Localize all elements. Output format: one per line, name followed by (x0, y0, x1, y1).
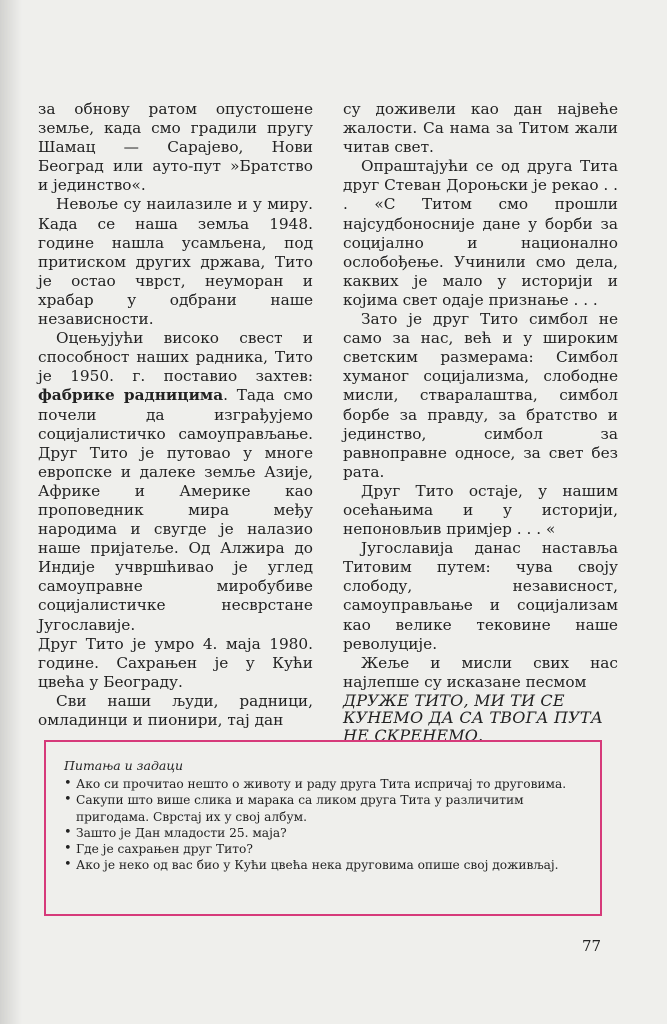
page-number: 77 (582, 937, 602, 955)
paragraph-text: Оцењујући високо свест и способност наших радника, Тито је 1950. г. поставио захтев: (38, 329, 313, 386)
left-column (38, 100, 313, 730)
right-column (343, 100, 618, 745)
question-item: • Где је сахрањен друг Тито? (64, 841, 582, 857)
question-item: • Сакупи што више слика и марака са ликом друга Тита у различитим пригодама. Сврстај их у свој албум. (64, 792, 582, 824)
question-item: • Ако је неко од вас био у Кући цвећа нека друговима опише свој доживљај. (64, 857, 582, 873)
paragraph (38, 329, 313, 635)
paragraph: Југославија данас наставља Титовим путем: чува своју слободу, независност, самоуправљање и социјализам као велике тековине наше револуције. (343, 539, 618, 653)
paragraph: Невоље су наилазиле и у миру. Када се наша земља 1948. године нашла усамљена, под притиском других држава, Тито је остао чврст, неуморан и храбар у одбрани наше независности. (38, 195, 313, 329)
paragraph: Друг Тито остаје, у нашим осећањима и у историји, непоновљив примјер . . . « (343, 481, 618, 539)
page-binding-shadow (0, 0, 22, 1024)
paragraph: Зато је друг Тито симбол не само за нас, већ и у широким светским размерама: Симбол хуманог социјализма, слободне мисли, стваралаштва, симбол борбе за правду, за братство и јединство, симбол за равноправне односе, за свет без рата. (343, 310, 618, 481)
bold-phrase: фабрике радницима (38, 386, 224, 405)
paragraph-text: . Тада смо почели да изграђујемо социјалистичко самоуправљање. Друг Тито је путовао у многе европске и далеке земље Азије, Африке и Америке као проповедник мира међу народима и свугде је налазио наше пријатеље. Од Алжира до Индије учвршћивао је углед самоуправне миробубиве социјалистичке несврстане Југославије. (38, 386, 313, 634)
paragraph: за обнову ратом опустошене земље, када смо градили пругу Шамац — Сарајево, Нови Београд или ауто-пут »Братство и јединство«. (38, 100, 313, 195)
paragraph: Сви наши људи, радници, омладинци и пионири, тај дан (38, 691, 313, 729)
questions-box (44, 740, 602, 916)
paragraph: Опраштајући се од друга Тита друг Стеван Дороњски је рекао . . . «С Титом смо прошли најсудбоносније дане у борби за социјално и национално ослобођење. Учинили смо дела, каквих је мало у историји и којима свет одаје признање . . . (343, 157, 618, 309)
song-verse: ДРУЖЕ ТИТО, МИ ТИ СЕ КУНЕМО ДА СА ТВОГА ПУТА НЕ СКРЕНЕМО. (343, 690, 604, 745)
text-columns (38, 100, 618, 745)
question-item: • Зашто је Дан младости 25. маја? (64, 825, 582, 841)
paragraph: Друг Тито је умро 4. маја 1980. године. Сахрањен је у Кући цвећа у Београду. (38, 634, 313, 691)
question-item: • Ако си прочитао нешто о животу и раду друга Тита испричај то друговима. (64, 776, 582, 792)
paragraph: Жеље и мисли свих нас најлепше су исказане песмом (343, 653, 618, 691)
paragraph: су доживели као дан највеће жалости. Са нама за Титом жали читав свет. (343, 100, 618, 157)
questions-list (64, 776, 582, 873)
questions-title: Питања и задаци (64, 758, 184, 773)
